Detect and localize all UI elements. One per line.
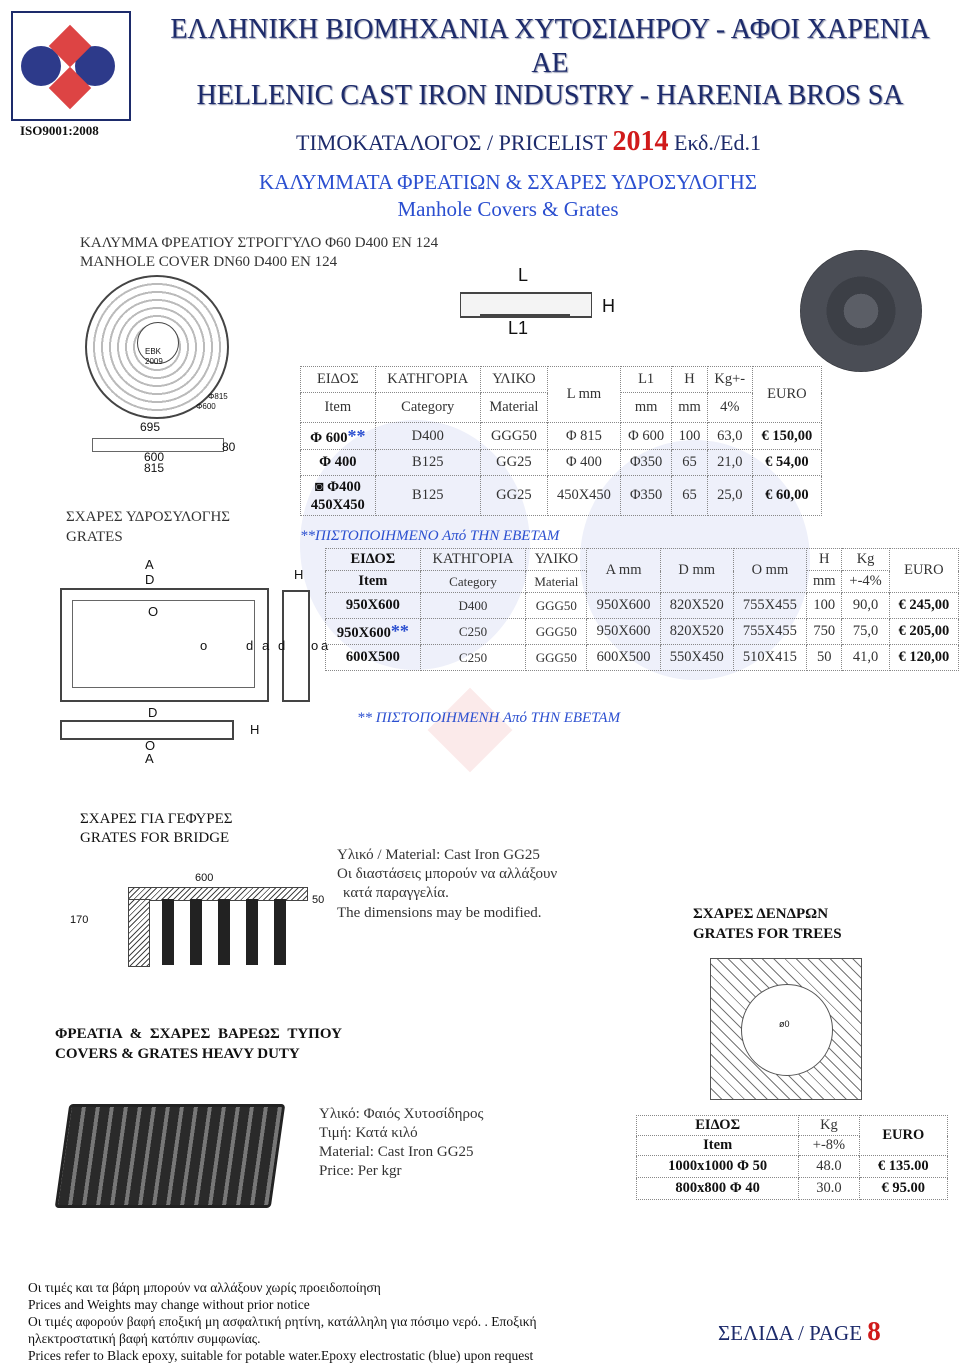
col-item-en: Item (301, 393, 376, 423)
col-d: D mm (660, 549, 733, 593)
col-l1-unit: mm (620, 393, 671, 423)
col-h-unit: mm (672, 393, 707, 423)
heavy-title-greek: ΦΡΕΑΤΙΑ & ΣΧΑΡΕΣ ΒΑΡΕΩΣ ΤΥΠΟΥ (55, 1026, 342, 1042)
h-cell: 50 (807, 645, 842, 671)
material-cell: GGG50 (526, 593, 587, 619)
category-cell: C250 (420, 645, 525, 671)
grates-certified-note: ** ΠΙΣΤΟΠΟΙΗΜΕΝΗ Από ΤΗΝ ΕΒΕΤΑΜ (357, 710, 621, 726)
label-h-bottom: H (250, 722, 260, 737)
o-cell: 510X415 (733, 645, 806, 671)
dim-80: 80 (222, 440, 236, 454)
trees-title-english: GRATES FOR TREES (693, 926, 842, 942)
h-cell: 65 (672, 476, 707, 516)
material-cell: GGG50 (526, 619, 587, 645)
material-cell: GG25 (480, 476, 547, 516)
trees-title-greek: ΣΧΑΡΕΣ ΔΕΝΔΡΩΝ (693, 906, 829, 922)
l1-cell: Φ350 (620, 476, 671, 516)
heavy-material-english: Material: Cast Iron GG25 (319, 1144, 474, 1160)
manhole-cover-photo (800, 250, 922, 372)
tree-grate-drawing (710, 958, 862, 1100)
col-euro: EURO (752, 367, 821, 423)
pricelist-edition: Εκδ./Ed.1 (674, 130, 761, 155)
col-o: O mm (733, 549, 806, 593)
item-cell: ◙ Φ400 450X450 (301, 476, 376, 516)
table-row (326, 593, 959, 619)
grates-price-table (325, 548, 959, 671)
item-cell: 600X500 (326, 645, 421, 671)
col-material-en: Material (526, 571, 587, 593)
h-cell: 750 (807, 619, 842, 645)
col-category-gr: ΚΑΤΗΓΟΡΙΑ (375, 367, 480, 393)
footer-line-4: ηλεκτροστατική βαφή κατόπιν συμφωνίας. (28, 1331, 261, 1346)
kg-cell: 48.0 (799, 1156, 859, 1178)
tree-diameter-label: ø0 (779, 1019, 790, 1029)
col-h: H (672, 367, 707, 393)
col-material-gr: ΥΛΙΚΟ (480, 367, 547, 393)
item-cell: 1000x1000 Φ 50 (637, 1156, 799, 1178)
label-o-bottom: O (145, 738, 156, 753)
col-h: H (807, 549, 842, 571)
cover-price-table (300, 366, 822, 516)
h-cell: 100 (672, 423, 707, 450)
euro-cell: € 150,00 (752, 423, 821, 450)
dim-600-bridge: 600 (195, 872, 214, 884)
footer-line-2: Prices and Weights may change without prior notice (28, 1297, 310, 1312)
category-cell: B125 (375, 476, 480, 516)
label-d-right: d (278, 638, 286, 653)
table-row (301, 450, 822, 476)
pricelist-line (296, 126, 761, 158)
ebk-label: EBK (145, 347, 162, 356)
col-l: L mm (547, 367, 620, 423)
label-o-top: O (148, 604, 159, 619)
col-category-en: Category (420, 571, 525, 593)
cover-title-greek: ΚΑΛΥΜΜΑ ΦΡΕΑΤΙΟΥ ΣΤΡΟΓΓΥΛΟ Φ60 D400 EN 124 (80, 235, 439, 251)
grates-title-greek: ΣΧΑΡΕΣ ΥΔΡΟΣΥΛΟΓΗΣ (66, 509, 231, 525)
label-a-right: a (321, 638, 329, 653)
table-row (301, 476, 822, 516)
bridge-title-greek: ΣΧΑΡΕΣ ΓΙΑ ΓΕΦΥΡΕΣ (80, 811, 233, 827)
table-row (637, 1156, 948, 1178)
a-cell: 950X600 (587, 593, 660, 619)
kg-cell: 90,0 (842, 593, 889, 619)
dim-170-bridge: 170 (70, 914, 89, 926)
category-cell: D400 (375, 423, 480, 450)
page-number (718, 1316, 881, 1347)
year-label: 2009 (145, 357, 163, 366)
heavy-material-greek: Υλικό: Φαιός Χυτοσίδηρος (319, 1106, 484, 1122)
a-cell: 950X600 (587, 619, 660, 645)
dim-l: L (518, 265, 529, 285)
heavy-price-greek: Τιμή: Κατά κιλό (319, 1125, 418, 1141)
col-kg-tol: +-8% (799, 1136, 859, 1156)
col-h-unit: mm (807, 571, 842, 593)
page-number-value: 8 (867, 1316, 881, 1346)
label-a-side: a (262, 638, 270, 653)
heavy-price-english: Price: Per kgr (319, 1163, 402, 1179)
col-kg-tol: 4% (707, 393, 752, 423)
kg-cell: 25,0 (707, 476, 752, 516)
footer-line-1: Οι τιμές και τα βάρη μπορούν να αλλάξουν χωρίς προειδοποίηση (28, 1280, 381, 1295)
label-a-bottom: A (145, 751, 154, 766)
phi815-label: Φ815 (208, 392, 228, 401)
o-cell: 755X455 (733, 593, 806, 619)
col-kg: Kg (842, 549, 889, 571)
cover-certified-note: **ΠΙΣΤΟΠΟΙΗΜΕΝΟ Από ΤΗΝ ΕΒΕΤΑΜ (300, 528, 560, 544)
col-category-gr: ΚΑΤΗΓΟΡΙΑ (420, 549, 525, 571)
h-cell: 65 (672, 450, 707, 476)
label-d-side: d (246, 638, 254, 653)
euro-cell: € 60,00 (752, 476, 821, 516)
item-cell: 950X600 (326, 593, 421, 619)
d-cell: 820X520 (660, 619, 733, 645)
col-kg: Kg+- (707, 367, 752, 393)
title-english: HELLENIC CAST IRON INDUSTRY - HARENIA BROS SA (196, 80, 904, 111)
l1-cell: Φ 600 (620, 423, 671, 450)
title-greek: ΕΛΛΗΝΙΚΗ ΒΙΟΜΗΧΑΝΙΑ ΧΥΤΟΣΙΔΗΡΟΥ - ΑΦΟΙ ΧΑΡΕΝΙΑ (170, 14, 930, 45)
title-greek-ae: ΑΕ (531, 48, 569, 79)
table-row (326, 645, 959, 671)
col-category-en: Category (375, 393, 480, 423)
dim-l1: L1 (508, 318, 529, 338)
euro-cell: € 245,00 (889, 593, 958, 619)
euro-cell: € 120,00 (889, 645, 958, 671)
page-label: ΣΕΛΙΔΑ / PAGE (718, 1321, 863, 1345)
dim-h: H (602, 296, 615, 316)
l1-cell: Φ350 (620, 450, 671, 476)
table-row (637, 1178, 948, 1200)
section-title-greek: ΚΑΛΥΜΜΑΤΑ ΦΡΕΑΤΙΩΝ & ΣΧΑΡΕΣ ΥΔΡΟΣΥΛΟΓΗΣ (259, 170, 757, 194)
euro-cell: € 95.00 (859, 1178, 947, 1200)
bridge-material: Υλικό / Material: Cast Iron GG25 (337, 847, 540, 863)
section-title-english: Manhole Covers & Grates (397, 197, 619, 221)
table-row (301, 423, 822, 450)
label-h-side: H (294, 567, 304, 582)
label-o-right: o (311, 638, 319, 653)
label-d-top: D (145, 572, 155, 587)
d-cell: 820X520 (660, 593, 733, 619)
d-cell: 550X450 (660, 645, 733, 671)
col-a: A mm (587, 549, 660, 593)
company-logo (11, 11, 131, 121)
a-cell: 600X500 (587, 645, 660, 671)
table-row (326, 619, 959, 645)
heavy-price-table (636, 1115, 948, 1200)
h-cell: 100 (807, 593, 842, 619)
col-material-gr: ΥΛΙΚΟ (526, 549, 587, 571)
col-euro: EURO (889, 549, 958, 593)
pricelist-year: 2014 (612, 126, 669, 157)
material-cell: GG25 (480, 450, 547, 476)
kg-cell: 63,0 (707, 423, 752, 450)
dim-50-bridge: 50 (312, 894, 325, 906)
label-o-side: o (200, 638, 208, 653)
col-item-en: Item (326, 571, 421, 593)
category-cell: B125 (375, 450, 480, 476)
material-cell: GGG50 (480, 423, 547, 450)
iso-label: ISO9001:2008 (20, 123, 99, 138)
label-d-bottom: D (148, 705, 158, 720)
col-material-en: Material (480, 393, 547, 423)
dim-815: 815 (144, 461, 165, 475)
bridge-note-greek-2: κατά παραγγελία. (343, 885, 449, 901)
item-cell: 800x800 Φ 40 (637, 1178, 799, 1200)
col-item-gr: ΕΙΔΟΣ (301, 367, 376, 393)
col-l1: L1 (620, 367, 671, 393)
kg-cell: 41,0 (842, 645, 889, 671)
material-cell: GGG50 (526, 645, 587, 671)
col-euro: EURO (859, 1116, 947, 1156)
col-item-gr: ΕΙΔΟΣ (326, 549, 421, 571)
euro-cell: € 54,00 (752, 450, 821, 476)
col-item-en: Item (637, 1136, 799, 1156)
l-cell: 450X450 (547, 476, 620, 516)
pricelist-label: ΤΙΜΟΚΑΤΑΛΟΓΟΣ / PRICELIST (296, 130, 607, 155)
euro-cell: € 205,00 (889, 619, 958, 645)
kg-cell: 75,0 (842, 619, 889, 645)
phi600-label: Φ600 (196, 402, 216, 411)
category-cell: C250 (420, 619, 525, 645)
col-kg: Kg (799, 1116, 859, 1136)
category-cell: D400 (420, 593, 525, 619)
heavy-grate-photo (55, 1104, 286, 1208)
footer-line-3: Οι τιμές αφορούν βαφή εποξική μη ασφαλτική ρητίνη, κατάλληλη για πόσιμο νερό. . Εποξική (28, 1314, 537, 1329)
bridge-title-english: GRATES FOR BRIDGE (80, 830, 230, 846)
heavy-title-english: COVERS & GRATES HEAVY DUTY (55, 1046, 300, 1062)
euro-cell: € 135.00 (859, 1156, 947, 1178)
col-kg-tol: +-4% (842, 571, 889, 593)
footer-line-5: Prices refer to Black epoxy, suitable for potable water.Epoxy electrostatic (blue) upon request (28, 1348, 534, 1363)
item-cell: Φ 400 (301, 450, 376, 476)
item-cell: Φ 600** (301, 423, 376, 450)
item-cell: 950X600** (326, 619, 421, 645)
l-cell: Φ 400 (547, 450, 620, 476)
bridge-note-greek-1: Οι διαστάσεις μπορούν να αλλάξουν (337, 866, 558, 882)
kg-cell: 21,0 (707, 450, 752, 476)
col-item-gr: ΕΙΔΟΣ (637, 1116, 799, 1136)
dim-600: 600 (144, 450, 165, 464)
label-a-top: A (145, 557, 154, 572)
dim-695: 695 (140, 420, 161, 434)
kg-cell: 30.0 (799, 1178, 859, 1200)
grates-title-english: GRATES (66, 529, 123, 545)
cover-title-english: MANHOLE COVER DN60 D400 EN 124 (80, 254, 338, 270)
bridge-note-english: The dimensions may be modified. (337, 905, 542, 921)
l-cell: Φ 815 (547, 423, 620, 450)
o-cell: 755X455 (733, 619, 806, 645)
